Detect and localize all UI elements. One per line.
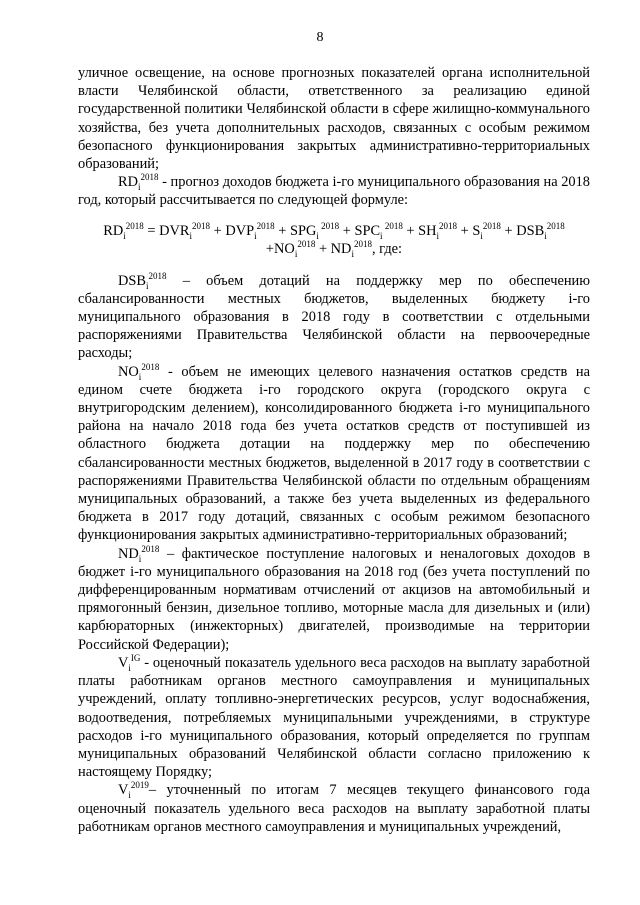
definition-no-text: - объем не имеющих целевого назначения остатков средств на едином счете бюджета i-го городского округа (городского округа с внутригородским делением), консолидированного бюджета i-го муниципального района на начало 2018 года без учета остатков средств от поступившей из областного бюджета дотации на поддержку мер по обеспечению сбалансированности местных бюджетов, выделенной в 2017 году в соответствии с распоряжениями Правительства Челябинской области по отдельным обращениям муниципальных образований, а также без учета выделенных из федерального бюджета в 2017 году дотаций, связанных с особым режимом безопасного функционирования закрытых административно-территориальных образований; — [78, 363, 590, 544]
symbol-dsb: $DSB_i^{2018}$ — [118, 270, 167, 291]
definition-dsb-text: – объем дотаций на поддержку мер по обеспечению сбалансированности местных бюджетов, выделенных бюджету i-го муниципального образования в 2018 году в соответствии с отдельными распоряжениями Правительства Челябинской области на первоочередные расходы; — [78, 272, 590, 362]
definition-rd — [78, 173, 590, 209]
revenue-formula — [78, 222, 590, 258]
definition-vig — [78, 654, 590, 781]
symbol-no: $NO_i^{2018}$ — [118, 361, 160, 382]
definition-nd-text: – фактическое поступление налоговых и неналоговых доходов в бюджет i-го муниципального образования на 2018 год (без учета поступлений по дифференцированным нормативам отчислений от акцизов на автомобильный и прямогонный бензин, дизельное топливо, моторные масла для дизельных и (или) карбюраторных (инжекторных) двигателей, производимые на территории Российской Федерации); — [78, 545, 590, 653]
page-number: 8 — [316, 30, 324, 45]
definition-rd-text: - прогноз доходов бюджета i-го муниципального образования на 2018 год, который рассчитывается по следующей формуле: — [78, 174, 590, 209]
symbol-v2019: $V_i^{2019}$ — [118, 780, 149, 801]
definition-dsb — [78, 272, 590, 363]
symbol-vig: $V_i^{IG}$ — [118, 653, 141, 673]
definition-vig-text: - оценочный показатель удельного веса расходов на выплату заработной платы работникам органов местного самоуправления и муниципальных учреждений, оплату топливно-энергетических ресурсов, услуг водоснабжения, водоотведения, потребляемых муниципальными учреждениями, в структуре расходов i-го муниципального образования, который определяется по группам муниципальных образований Челябинской области согласно приложению к настоящему Порядку; — [78, 654, 590, 781]
formula-line-1: $RD_i^{2018} = DVR_i^{2018} + DVP_i^{2018} + SPG_i$ $^{2018} + SPC_i$ $^{2018} + SH_i^{2018} + S_i^{2018} + DSB_i^{2018}$ — [103, 220, 565, 241]
symbol-nd: $ND_i^{2018}$ — [118, 543, 160, 564]
document-body — [78, 64, 590, 836]
definition-no — [78, 363, 590, 545]
definition-nd — [78, 545, 590, 654]
formula-line-2: $+NO_i^{2018} + ND_i^{2018}$, где: — [265, 238, 403, 259]
definition-v2019-text: – уточненный по итогам 7 месяцев текущего финансового года оценочный показатель удельного веса расходов на выплату заработной платы работникам органов местного самоуправления и муниципальных учреждений, — [78, 782, 590, 835]
symbol-rd: $RD_i^{2018}$ — [118, 172, 159, 193]
paragraph-street-lighting: уличное освещение, на основе прогнозных показателей органа исполнительной власти Челябинской области, ответственного за реализацию единой государственной политики Челябинской области в сфере жилищно-коммунального хозяйства, без учета дополнительных расходов, связанных с особым режимом безопасного функционирования закрытых административно-территориальных образований; — [78, 65, 590, 173]
definition-v2019 — [78, 781, 590, 836]
